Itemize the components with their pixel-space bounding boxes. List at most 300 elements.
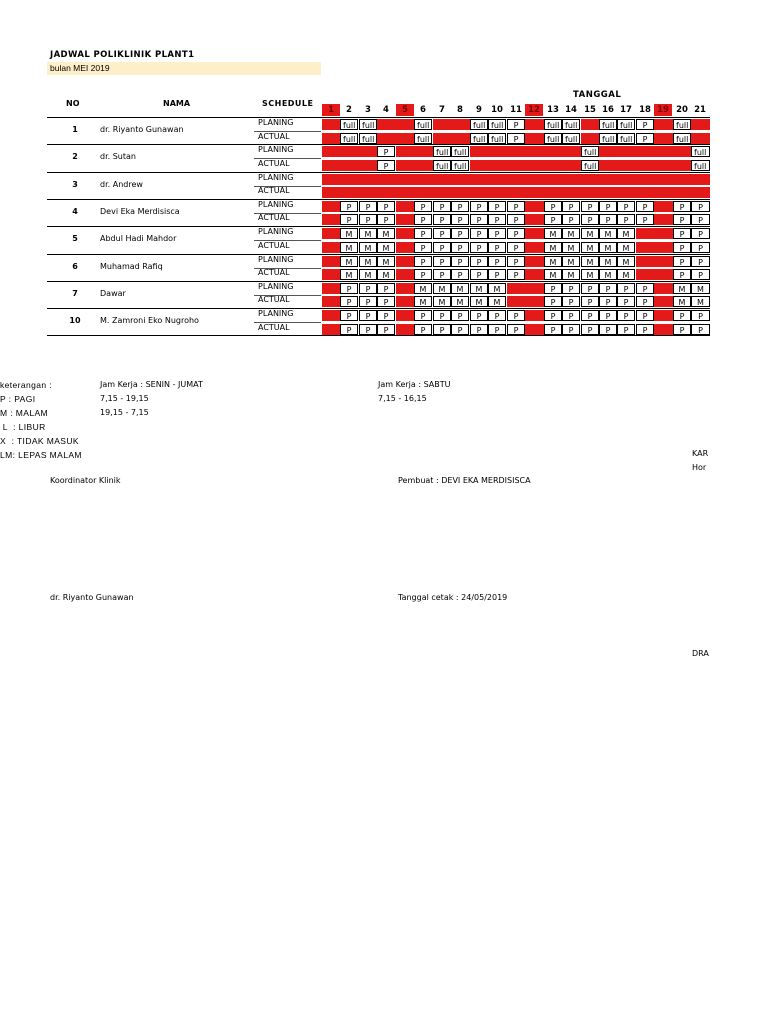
schedule-cell[interactable]: M xyxy=(488,296,506,307)
off-day-block xyxy=(654,201,673,212)
day-number-5: 5 xyxy=(396,104,414,116)
header-nama: NAMA xyxy=(163,99,191,108)
schedule-cell[interactable]: M xyxy=(340,256,358,267)
day-number-8: 8 xyxy=(457,105,463,115)
schedule-cell[interactable]: P xyxy=(340,324,358,335)
schedule-cell[interactable]: P xyxy=(451,214,469,225)
schedule-cell[interactable]: M xyxy=(562,256,580,267)
schedule-cell[interactable]: P xyxy=(340,283,358,294)
planning-label: PLANING xyxy=(258,172,294,182)
schedule-cell[interactable]: M xyxy=(599,269,617,280)
off-day-block xyxy=(525,228,544,239)
schedule-cell[interactable]: full xyxy=(581,146,599,157)
schedule-cell[interactable]: M xyxy=(544,242,562,253)
schedule-cell[interactable]: M xyxy=(544,269,562,280)
schedule-cell[interactable]: full xyxy=(691,160,710,171)
off-day-block xyxy=(636,228,673,239)
grid-line xyxy=(254,213,321,214)
schedule-cell[interactable]: P xyxy=(507,133,525,144)
off-day-block xyxy=(396,269,415,280)
schedule-cell[interactable]: P xyxy=(636,310,654,321)
schedule-cell[interactable]: P xyxy=(507,324,525,335)
header-tanggal: TANGGAL xyxy=(573,90,622,100)
off-day-block xyxy=(525,201,544,212)
schedule-cell[interactable]: M xyxy=(581,228,599,239)
schedule-cell[interactable]: P xyxy=(470,214,488,225)
schedule-cell[interactable]: P xyxy=(433,214,451,225)
schedule-cell[interactable]: M xyxy=(544,228,562,239)
schedule-cell[interactable]: P xyxy=(691,201,710,212)
off-day-block xyxy=(396,214,415,225)
schedule-cell[interactable]: P xyxy=(507,310,525,321)
off-day-block xyxy=(636,269,673,280)
schedule-cell[interactable]: M xyxy=(617,256,635,267)
legend-item-lepas-malam: LM: LEPAS MALAM xyxy=(0,450,82,460)
schedule-cell[interactable]: P xyxy=(414,201,432,212)
staff-name: Muhamad Rafiq xyxy=(100,261,163,271)
schedule-cell[interactable]: full xyxy=(359,119,377,130)
off-day-block xyxy=(654,119,673,130)
schedule-cell[interactable]: P xyxy=(562,201,580,212)
schedule-cell[interactable]: P xyxy=(673,310,691,321)
schedule-cell[interactable]: P xyxy=(433,256,451,267)
schedule-cell[interactable]: full xyxy=(599,133,617,144)
off-day-block xyxy=(377,133,415,144)
day-number-12: 12 xyxy=(525,104,543,116)
schedule-cell[interactable]: P xyxy=(414,256,432,267)
schedule-cell[interactable]: full xyxy=(414,119,432,130)
jam-kerja-weekday-pagi: 7,15 - 19,15 xyxy=(100,394,149,403)
schedule-cell[interactable]: P xyxy=(599,201,617,212)
staff-name: Dawar xyxy=(100,288,126,298)
off-day-block xyxy=(396,283,415,294)
off-day-block xyxy=(599,146,692,157)
schedule-cell[interactable]: M xyxy=(581,256,599,267)
schedule-cell[interactable]: M xyxy=(414,296,432,307)
schedule-cell[interactable]: P xyxy=(636,296,654,307)
schedule-cell[interactable]: full xyxy=(433,146,451,157)
jam-kerja-saturday-hours: 7,15 - 16,15 xyxy=(378,394,427,403)
off-day-block xyxy=(525,256,544,267)
schedule-cell[interactable]: P xyxy=(340,201,358,212)
grid-line xyxy=(47,226,710,227)
grid-line xyxy=(47,144,710,145)
schedule-cell[interactable]: P xyxy=(470,242,488,253)
off-day-block xyxy=(691,133,710,144)
off-day-block xyxy=(636,256,673,267)
schedule-cell[interactable]: P xyxy=(636,201,654,212)
schedule-cell[interactable]: M xyxy=(562,242,580,253)
schedule-cell[interactable]: P xyxy=(488,310,506,321)
schedule-cell[interactable]: full xyxy=(673,119,691,130)
schedule-cell[interactable]: M xyxy=(691,296,710,307)
legend-item-tidak-masuk: X : TIDAK MASUK xyxy=(0,436,79,446)
schedule-cell[interactable]: P xyxy=(507,214,525,225)
schedule-cell[interactable]: M xyxy=(673,296,691,307)
off-day-block xyxy=(322,201,341,212)
schedule-cell[interactable]: P xyxy=(544,296,562,307)
schedule-cell[interactable]: P xyxy=(470,256,488,267)
schedule-cell[interactable]: P xyxy=(340,296,358,307)
schedule-cell[interactable]: P xyxy=(451,269,469,280)
schedule-cell[interactable]: full xyxy=(599,119,617,130)
schedule-cell[interactable]: P xyxy=(433,269,451,280)
grid-line xyxy=(254,240,321,241)
schedule-cell[interactable]: P xyxy=(691,310,710,321)
schedule-cell[interactable]: M xyxy=(451,296,469,307)
schedule-cell[interactable]: M xyxy=(581,269,599,280)
schedule-cell[interactable]: P xyxy=(599,214,617,225)
schedule-cell[interactable]: full xyxy=(451,146,469,157)
schedule-cell[interactable]: full xyxy=(617,119,635,130)
schedule-cell[interactable]: P xyxy=(581,214,599,225)
schedule-cell[interactable]: M xyxy=(377,228,395,239)
schedule-cell[interactable]: M xyxy=(359,242,377,253)
schedule-cell[interactable]: P xyxy=(433,242,451,253)
schedule-cell[interactable]: M xyxy=(470,296,488,307)
schedule-cell[interactable]: P xyxy=(507,269,525,280)
schedule-cell[interactable]: P xyxy=(673,269,691,280)
schedule-cell[interactable]: P xyxy=(691,269,710,280)
schedule-cell[interactable]: P xyxy=(673,228,691,239)
planning-label: PLANING xyxy=(258,281,294,291)
schedule-cell[interactable]: P xyxy=(359,324,377,335)
schedule-cell[interactable]: P xyxy=(414,310,432,321)
schedule-cell[interactable]: P xyxy=(599,324,617,335)
schedule-cell[interactable]: P xyxy=(691,228,710,239)
schedule-cell[interactable]: P xyxy=(359,214,377,225)
schedule-cell[interactable]: P xyxy=(562,214,580,225)
schedule-cell[interactable]: full xyxy=(340,133,358,144)
schedule-cell[interactable]: P xyxy=(507,228,525,239)
schedule-cell[interactable]: P xyxy=(359,296,377,307)
planning-label: PLANING xyxy=(258,254,294,264)
schedule-cell[interactable]: full xyxy=(488,119,506,130)
schedule-cell[interactable]: P xyxy=(488,228,506,239)
grid-line xyxy=(47,308,710,309)
schedule-cell[interactable]: M xyxy=(414,283,432,294)
off-day-block xyxy=(396,242,415,253)
schedule-cell[interactable]: M xyxy=(488,283,506,294)
schedule-cell[interactable]: P xyxy=(433,201,451,212)
day-number-18: 18 xyxy=(639,105,651,115)
schedule-cell[interactable]: P xyxy=(544,214,562,225)
schedule-cell[interactable]: P xyxy=(470,201,488,212)
schedule-cell[interactable]: P xyxy=(691,324,710,335)
schedule-cell[interactable]: P xyxy=(507,119,525,130)
off-day-block xyxy=(470,160,581,171)
schedule-cell[interactable]: full xyxy=(581,160,599,171)
schedule-cell[interactable]: P xyxy=(340,310,358,321)
schedule-cell[interactable]: P xyxy=(377,160,395,171)
schedule-cell[interactable]: P xyxy=(507,201,525,212)
legend-item-libur: L : LIBUR xyxy=(0,422,46,432)
grid-line xyxy=(254,186,321,187)
schedule-cell[interactable]: P xyxy=(359,201,377,212)
off-day-block xyxy=(525,242,544,253)
schedule-cell[interactable]: P xyxy=(562,296,580,307)
schedule-cell[interactable]: full xyxy=(562,119,580,130)
grid-line xyxy=(254,322,321,323)
schedule-cell[interactable]: P xyxy=(673,324,691,335)
signer-name: dr. Riyanto Gunawan xyxy=(50,593,134,602)
schedule-cell[interactable]: P xyxy=(377,146,395,157)
day-number-6: 6 xyxy=(420,105,426,115)
off-day-block xyxy=(322,256,341,267)
off-day-block xyxy=(654,324,673,335)
schedule-cell[interactable]: P xyxy=(562,324,580,335)
day-number-2: 2 xyxy=(346,105,352,115)
schedule-cell[interactable]: full xyxy=(414,133,432,144)
off-day-block xyxy=(322,187,710,198)
schedule-cell[interactable]: full xyxy=(544,119,562,130)
schedule-cell[interactable]: P xyxy=(451,228,469,239)
grid-line xyxy=(47,281,710,282)
schedule-cell[interactable]: M xyxy=(617,228,635,239)
schedule-cell[interactable]: P xyxy=(636,283,654,294)
schedule-cell[interactable]: P xyxy=(673,242,691,253)
off-day-block xyxy=(525,214,544,225)
actual-label: ACTUAL xyxy=(258,295,290,305)
schedule-cell[interactable]: M xyxy=(562,228,580,239)
schedule-cell[interactable]: full xyxy=(562,133,580,144)
legend-keterangan: keterangan : xyxy=(0,380,53,390)
off-day-block xyxy=(599,160,692,171)
schedule-cell[interactable]: M xyxy=(340,242,358,253)
schedule-cell[interactable]: P xyxy=(599,296,617,307)
jam-kerja-weekday-label: Jam Kerja : SENIN - JUMAT xyxy=(100,380,203,389)
schedule-cell[interactable]: M xyxy=(562,269,580,280)
schedule-cell[interactable]: P xyxy=(507,242,525,253)
schedule-cell[interactable]: full xyxy=(470,119,488,130)
schedule-cell[interactable]: P xyxy=(451,324,469,335)
schedule-cell[interactable]: P xyxy=(488,201,506,212)
planning-label: PLANING xyxy=(258,145,294,155)
off-day-block xyxy=(322,214,341,225)
schedule-cell[interactable]: P xyxy=(451,256,469,267)
schedule-cell[interactable]: P xyxy=(470,269,488,280)
off-day-block xyxy=(322,133,341,144)
schedule-cell[interactable]: P xyxy=(581,296,599,307)
schedule-cell[interactable]: M xyxy=(433,283,451,294)
day-number-21: 21 xyxy=(694,105,706,115)
grid-line xyxy=(47,199,710,200)
schedule-cell[interactable]: P xyxy=(617,324,635,335)
schedule-cell[interactable]: P xyxy=(414,269,432,280)
schedule-cell[interactable]: full xyxy=(359,133,377,144)
schedule-cell[interactable]: P xyxy=(488,269,506,280)
schedule-cell[interactable]: full xyxy=(340,119,358,130)
schedule-cell[interactable]: P xyxy=(359,283,377,294)
schedule-cell[interactable]: P xyxy=(451,242,469,253)
schedule-cell[interactable]: full xyxy=(617,133,635,144)
schedule-cell[interactable]: P xyxy=(377,214,395,225)
schedule-cell[interactable]: M xyxy=(599,256,617,267)
schedule-cell[interactable]: P xyxy=(544,310,562,321)
schedule-cell[interactable]: P xyxy=(377,324,395,335)
schedule-cell[interactable]: M xyxy=(377,269,395,280)
off-day-block xyxy=(525,310,544,321)
schedule-cell[interactable]: P xyxy=(470,228,488,239)
schedule-cell[interactable]: P xyxy=(617,310,635,321)
schedule-cell[interactable]: P xyxy=(544,283,562,294)
staff-name: dr. Riyanto Gunawan xyxy=(100,125,184,134)
schedule-cell[interactable]: P xyxy=(544,324,562,335)
schedule-cell[interactable]: full xyxy=(433,160,451,171)
schedule-cell[interactable]: M xyxy=(359,269,377,280)
schedule-cell[interactable]: P xyxy=(340,214,358,225)
schedule-cell[interactable]: M xyxy=(599,242,617,253)
schedule-cell[interactable]: P xyxy=(377,283,395,294)
off-day-block xyxy=(654,214,673,225)
schedule-cell[interactable]: M xyxy=(377,242,395,253)
schedule-cell[interactable]: P xyxy=(544,201,562,212)
schedule-cell[interactable]: P xyxy=(377,310,395,321)
schedule-cell[interactable]: M xyxy=(340,228,358,239)
off-day-block xyxy=(636,242,673,253)
schedule-cell[interactable]: P xyxy=(359,310,377,321)
schedule-cell[interactable]: M xyxy=(359,256,377,267)
schedule-cell[interactable]: full xyxy=(451,160,469,171)
month-label: bulan MEI 2019 xyxy=(47,62,321,75)
schedule-cell[interactable]: P xyxy=(636,133,654,144)
schedule-cell[interactable]: P xyxy=(414,228,432,239)
schedule-cell[interactable]: P xyxy=(377,201,395,212)
schedule-cell[interactable]: P xyxy=(377,296,395,307)
schedule-cell[interactable]: P xyxy=(507,256,525,267)
off-day-block xyxy=(433,119,470,130)
schedule-cell[interactable]: P xyxy=(470,310,488,321)
schedule-cell[interactable]: P xyxy=(636,214,654,225)
schedule-cell[interactable]: P xyxy=(414,214,432,225)
schedule-cell[interactable]: P xyxy=(581,283,599,294)
grid-line xyxy=(254,268,321,269)
schedule-cell[interactable]: P xyxy=(488,324,506,335)
schedule-cell[interactable]: P xyxy=(636,119,654,130)
schedule-cell[interactable]: P xyxy=(581,310,599,321)
schedule-cell[interactable]: P xyxy=(673,214,691,225)
schedule-cell[interactable]: M xyxy=(544,256,562,267)
jam-kerja-weekday-malam: 19,15 - 7,15 xyxy=(100,408,149,417)
schedule-cell[interactable]: P xyxy=(673,201,691,212)
off-day-block xyxy=(525,269,544,280)
day-number-20: 20 xyxy=(676,105,688,115)
legend-item-pagi: P : PAGI xyxy=(0,394,36,404)
off-day-block xyxy=(654,283,673,294)
off-day-block xyxy=(654,310,673,321)
schedule-cell[interactable]: M xyxy=(433,296,451,307)
schedule-cell[interactable]: P xyxy=(414,324,432,335)
schedule-cell[interactable]: P xyxy=(617,283,635,294)
schedule-cell[interactable]: P xyxy=(451,201,469,212)
staff-number: 4 xyxy=(72,206,78,216)
schedule-cell[interactable]: P xyxy=(470,324,488,335)
grid-line xyxy=(254,131,321,132)
schedule-cell[interactable]: P xyxy=(691,256,710,267)
schedule-cell[interactable]: M xyxy=(691,283,710,294)
off-day-block xyxy=(525,133,544,144)
schedule-cell[interactable]: P xyxy=(691,242,710,253)
off-day-block xyxy=(322,283,341,294)
schedule-cell[interactable]: P xyxy=(581,324,599,335)
schedule-cell[interactable]: full xyxy=(488,133,506,144)
day-number-7: 7 xyxy=(439,105,445,115)
schedule-cell[interactable]: P xyxy=(617,201,635,212)
schedule-cell[interactable]: P xyxy=(562,283,580,294)
schedule-cell[interactable]: full xyxy=(673,133,691,144)
actual-label: ACTUAL xyxy=(258,213,290,223)
right-cut-text-1: KAR xyxy=(692,449,709,458)
schedule-cell[interactable]: P xyxy=(433,310,451,321)
schedule-cell[interactable]: P xyxy=(451,310,469,321)
schedule-cell[interactable]: P xyxy=(636,324,654,335)
schedule-cell[interactable]: P xyxy=(488,214,506,225)
off-day-block xyxy=(322,269,341,280)
schedule-cell[interactable]: full xyxy=(544,133,562,144)
schedule-cell[interactable]: M xyxy=(470,283,488,294)
schedule-cell[interactable]: M xyxy=(599,228,617,239)
schedule-cell[interactable]: M xyxy=(359,228,377,239)
schedule-cell[interactable]: M xyxy=(377,256,395,267)
off-day-block xyxy=(322,119,341,130)
schedule-cell[interactable]: P xyxy=(617,296,635,307)
header-schedule: SCHEDULE xyxy=(262,99,314,108)
right-cut-text-3: DRA xyxy=(692,649,709,658)
planning-label: PLANING xyxy=(258,227,294,237)
schedule-cell[interactable]: P xyxy=(414,242,432,253)
schedule-cell[interactable]: P xyxy=(599,310,617,321)
schedule-cell[interactable]: full xyxy=(470,133,488,144)
off-day-block xyxy=(470,146,581,157)
staff-name: M. Zamroni Eko Nugroho xyxy=(100,316,199,326)
off-day-block xyxy=(654,296,673,307)
schedule-cell[interactable]: P xyxy=(581,201,599,212)
schedule-cell[interactable]: M xyxy=(340,269,358,280)
actual-label: ACTUAL xyxy=(258,131,290,141)
schedule-cell[interactable]: P xyxy=(691,214,710,225)
planning-label: PLANING xyxy=(258,199,294,209)
actual-label: ACTUAL xyxy=(258,322,290,332)
grid-line xyxy=(47,172,710,173)
schedule-cell[interactable]: P xyxy=(488,256,506,267)
schedule-cell[interactable]: P xyxy=(617,214,635,225)
day-number-19: 19 xyxy=(654,104,672,116)
koordinator-label: Koordinator Klinik xyxy=(50,476,121,485)
schedule-cell[interactable]: M xyxy=(451,283,469,294)
grid-line xyxy=(47,254,710,255)
schedule-cell[interactable]: P xyxy=(562,310,580,321)
schedule-cell[interactable]: M xyxy=(617,269,635,280)
schedule-cell[interactable]: P xyxy=(433,324,451,335)
schedule-cell[interactable]: M xyxy=(581,242,599,253)
schedule-cell[interactable]: P xyxy=(599,283,617,294)
schedule-cell[interactable]: P xyxy=(433,228,451,239)
off-day-block xyxy=(507,283,544,294)
off-day-block xyxy=(525,324,544,335)
off-day-block xyxy=(322,146,378,157)
schedule-cell[interactable]: P xyxy=(673,256,691,267)
schedule-cell[interactable]: P xyxy=(488,242,506,253)
off-day-block xyxy=(525,119,544,130)
off-day-block xyxy=(433,133,470,144)
jam-kerja-saturday-label: Jam Kerja : SABTU xyxy=(378,380,451,389)
schedule-cell[interactable]: M xyxy=(617,242,635,253)
staff-name: dr. Sutan xyxy=(100,152,136,162)
off-day-block xyxy=(691,119,710,130)
off-day-block xyxy=(322,160,378,171)
schedule-cell[interactable]: full xyxy=(691,146,710,157)
schedule-cell[interactable]: M xyxy=(673,283,691,294)
